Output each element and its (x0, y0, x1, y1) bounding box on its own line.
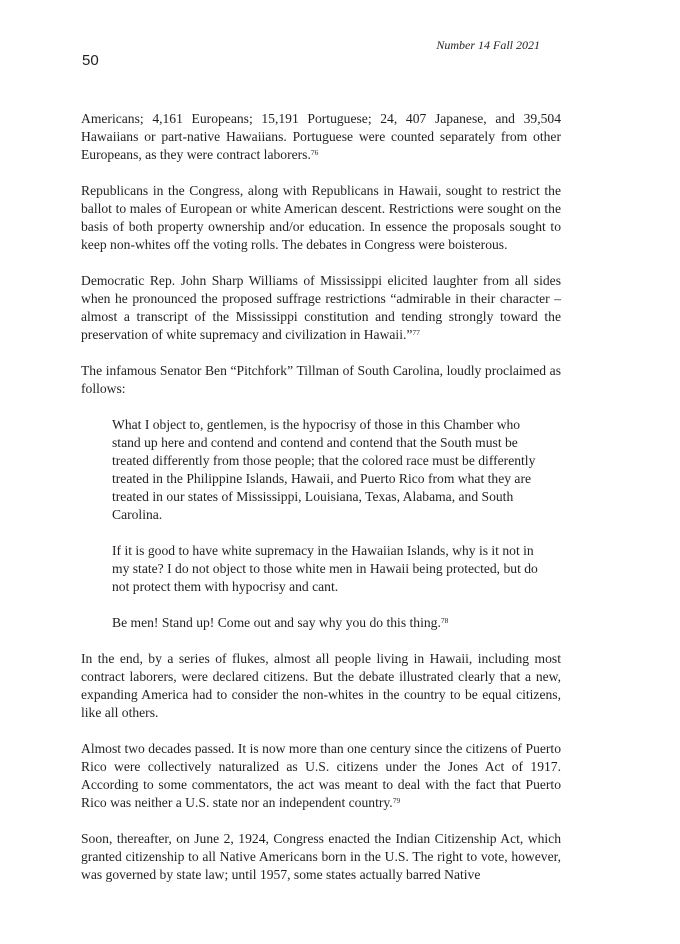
paragraph-text: Soon, thereafter, on June 2, 1924, Congress enacted the Indian Citizenship Act, which granted citizenship to all Native Americans born in the U.S. The right to vote, however, was governed by state law; until 1957, some states actually barred Native (81, 831, 561, 882)
paragraph-indian-citizenship-act (81, 830, 561, 884)
block-quote-hypocrisy (112, 416, 552, 524)
block-quote-white-supremacy (112, 542, 552, 596)
paragraph-tillman-intro (81, 362, 561, 398)
quote-text: If it is good to have white supremacy in the Hawaiian Islands, why is it not in my state? I do not object to those white men in Hawaii being protected, but do not protect them with hypocrisy and cant. (112, 543, 538, 594)
paragraph-text: Americans; 4,161 Europeans; 15,191 Portuguese; 24, 407 Japanese, and 39,504 Hawaiians or part-native Hawaiians. Portuguese were counted separately from other Europeans, as they were contract laborers. (81, 111, 561, 162)
paragraph-puerto-rico (81, 740, 561, 812)
paragraph-text: In the end, by a series of flukes, almost all people living in Hawaii, including most contract laborers, were declared citizens. But the debate illustrated clearly that a new, expanding America had to consider the non-whites in the country to be equal citizens, like all others. (81, 651, 561, 720)
quote-text: What I object to, gentlemen, is the hypocrisy of those in this Chamber who stand up here and contend and contend and contend that the South must be treated differently from those people; that the colored race must be differently treated in the Philippine Islands, Hawaii, and Puerto Rico from what they are treated in our states of Mississippi, Louisiana, Texas, Alabama, and South Carolina. (112, 417, 536, 522)
paragraph-republicans (81, 182, 561, 254)
paragraph-text: The infamous Senator Ben “Pitchfork” Tillman of South Carolina, loudly proclaimed as follows: (81, 363, 561, 396)
body-text (81, 110, 561, 902)
paragraph-in-the-end (81, 650, 561, 722)
footnote-ref-78: 78 (440, 616, 449, 625)
page-number: 50 (82, 52, 99, 69)
footnote-ref-79: 79 (392, 796, 401, 805)
paragraph-text: Almost two decades passed. It is now more than one century since the citizens of Puerto Rico were collectively naturalized as U.S. citizens under the Jones Act of 1917. According to some commentators, the act was meant to deal with the fact that Puerto Rico was neither a U.S. state nor an independent country. (81, 741, 561, 810)
running-head: Number 14 Fall 2021 (436, 38, 540, 52)
footnote-ref-76: 76 (310, 148, 319, 157)
paragraph-census (81, 110, 561, 164)
paragraph-williams (81, 272, 561, 344)
paragraph-text: Democratic Rep. John Sharp Williams of Mississippi elicited laughter from all sides when he pronounced the proposed suffrage restrictions “admirable in their character – almost a transcript of the Mississippi constitution and tending strongly toward the preservation of white supremacy and civilization in Hawaii.” (81, 273, 561, 342)
paragraph-text: Republicans in the Congress, along with Republicans in Hawaii, sought to restrict the ballot to males of European or white American descent. Restrictions were sought on the basis of both property ownership and/or education. In essence the proposals sought to keep non-whites off the voting rolls. The debates in Congress were boisterous. (81, 183, 561, 252)
block-quote-be-men (112, 614, 552, 632)
footnote-ref-77: 77 (412, 328, 420, 337)
quote-text: Be men! Stand up! Come out and say why you do this thing. (112, 615, 441, 630)
